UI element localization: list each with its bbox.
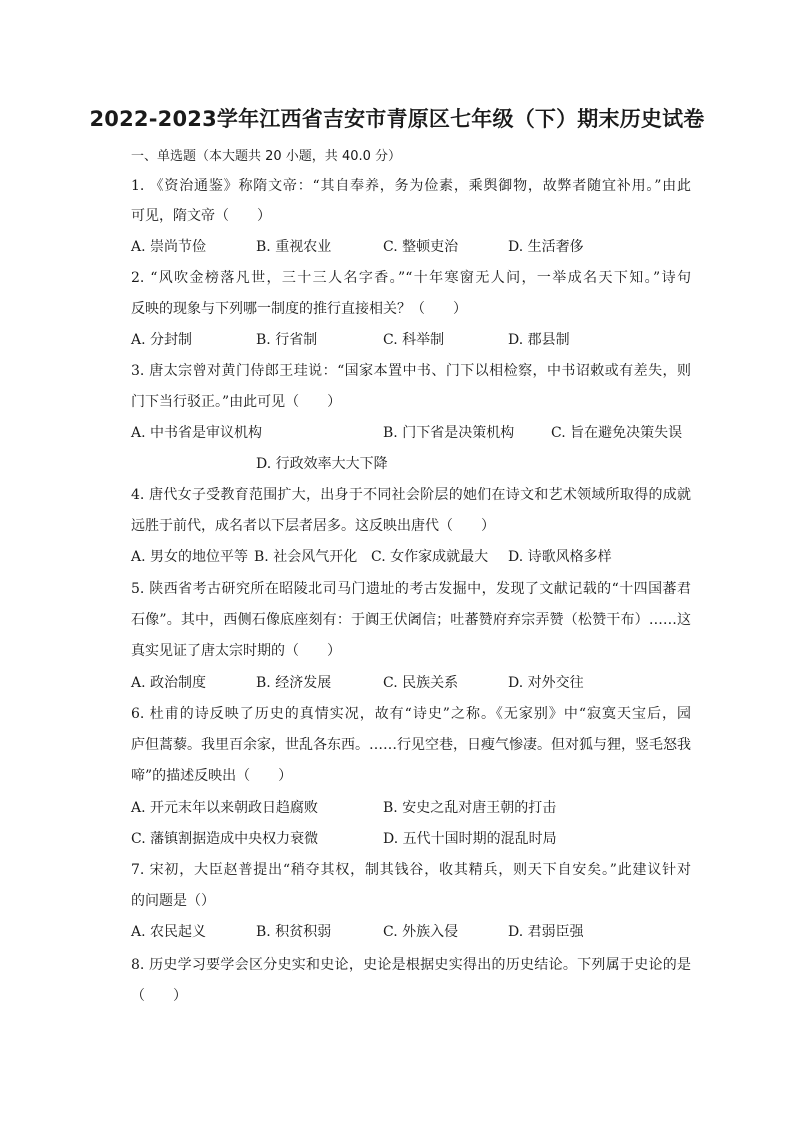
question-8-stem-line-1: 8. 历史学习要学会区分史实和史论，史论是根据史实得出的历史结论。下列属于史论的是 (131, 957, 691, 973)
question-3-stem-line-2: 门下当行驳正。”由此可见（ ） (131, 394, 342, 410)
question-6-option-d[interactable]: D. 五代十国时期的混乱时局 (383, 831, 557, 847)
question-4-option-d[interactable]: D. 诗歌风格多样 (508, 549, 612, 565)
question-4-stem-line-1: 4. 唐代女子受教育范围扩大，出身于不同社会阶层的她们在诗文和艺术领域所取得的成就 (131, 487, 691, 503)
question-1-option-c[interactable]: C. 整顿吏治 (383, 239, 459, 255)
question-3-option-a[interactable]: A. 中书省是审议机构 (131, 425, 263, 441)
question-2-option-b[interactable]: B. 行省制 (256, 332, 318, 348)
question-2-stem-line-1: 2. “风吹金榜落凡世，三十三人名字香。”“十年寒窗无人问，一举成名天下知。”诗句 (131, 270, 691, 286)
question-4-option-a[interactable]: A. 男女的地位平等 (131, 549, 249, 565)
question-7-stem-line-1: 7. 宋初，大臣赵普提出“稍夺其权，制其钱谷，收其精兵，则天下自安矣。”此建议针对 (131, 862, 691, 878)
question-8-stem-line-2: （ ） (131, 988, 187, 1004)
question-1-option-b[interactable]: B. 重视农业 (256, 239, 332, 255)
question-1-stem-line-1: 1. 《资治通鉴》称隋文帝：“其自奉养，务为俭素，乘舆御物，故弊者随宜补用。”由此 (131, 178, 691, 194)
question-7-option-b[interactable]: B. 积贫积弱 (256, 924, 332, 940)
question-6-option-b[interactable]: B. 安史之乱对唐王朝的打击 (383, 800, 557, 816)
question-2-stem-line-2: 反映的现象与下列哪一制度的推行直接相关？（ ） (131, 301, 467, 317)
question-7-option-a[interactable]: A. 农民起义 (131, 924, 207, 940)
question-6-stem-line-1: 6. 杜甫的诗反映了历史的真情实况，故有“诗史”之称。《无家别》中“寂寞天宝后，园 (131, 706, 691, 722)
question-3-option-c[interactable]: C. 旨在避免决策失误 (551, 425, 683, 441)
question-5-option-a[interactable]: A. 政治制度 (131, 675, 207, 691)
question-1-option-d[interactable]: D. 生活奢侈 (508, 239, 584, 255)
question-5-stem-line-1: 5. 陕西省考古研究所在昭陵北司马门遗址的考古发掘中，发现了文献记载的“十四国蕃君 (131, 581, 691, 597)
question-2-option-a[interactable]: A. 分封制 (131, 332, 193, 348)
question-6-stem-line-2: 庐但蒿藜。我里百余家，世乱各东西。……行见空巷，日瘦气惨凄。但对狐与狸，竖毛怒我 (131, 737, 691, 753)
question-3-stem-line-1: 3. 唐太宗曾对黄门侍郎王珪说：“国家本置中书、门下以相检察，中书诏敕或有差失，则 (131, 363, 691, 379)
question-6-option-a[interactable]: A. 开元末年以来朝政日趋腐败 (131, 800, 319, 816)
question-2-option-d[interactable]: D. 郡县制 (508, 332, 570, 348)
page-title: 2022-2023学年江西省吉安市青原区七年级（下）期末历史试卷 (89, 107, 705, 131)
question-4-stem-line-2: 远胜于前代，成名者以下层者居多。这反映出唐代（ ） (131, 518, 495, 534)
question-7-option-c[interactable]: C. 外族入侵 (383, 924, 459, 940)
question-7-option-d[interactable]: D. 君弱臣强 (508, 924, 584, 940)
question-3-option-b[interactable]: B. 门下省是决策机构 (383, 425, 515, 441)
question-1-option-a[interactable]: A. 崇尚节俭 (131, 239, 207, 255)
question-4-option-b[interactable]: B. 社会风气开化 (254, 549, 358, 565)
question-6-option-c[interactable]: C. 藩镇割据造成中央权力衰微 (131, 831, 319, 847)
question-5-stem-line-2: 石像”。其中，西侧石像底座刻有：于阗王伏阇信；吐蕃赞府弃宗弄赞（松赞干布）……这 (131, 612, 691, 628)
question-1-stem-line-2: 可见，隋文帝（ ） (131, 208, 271, 224)
question-5-option-d[interactable]: D. 对外交往 (508, 675, 584, 691)
question-7-stem-line-2: 的问题是（） (131, 893, 215, 909)
question-2-option-c[interactable]: C. 科举制 (383, 332, 445, 348)
section-heading: 一、单选题（本大题共 20 小题，共 40.0 分） (131, 149, 402, 164)
question-5-option-b[interactable]: B. 经济发展 (256, 675, 332, 691)
question-5-stem-line-3: 真实见证了唐太宗时期的（ ） (131, 643, 341, 659)
question-4-option-c[interactable]: C. 女作家成就最大 (371, 549, 489, 565)
question-3-option-d[interactable]: D. 行政效率大大下降 (256, 456, 388, 472)
question-5-option-c[interactable]: C. 民族关系 (383, 675, 459, 691)
question-6-stem-line-3: 啼”的描述反映出（ ） (131, 768, 293, 784)
